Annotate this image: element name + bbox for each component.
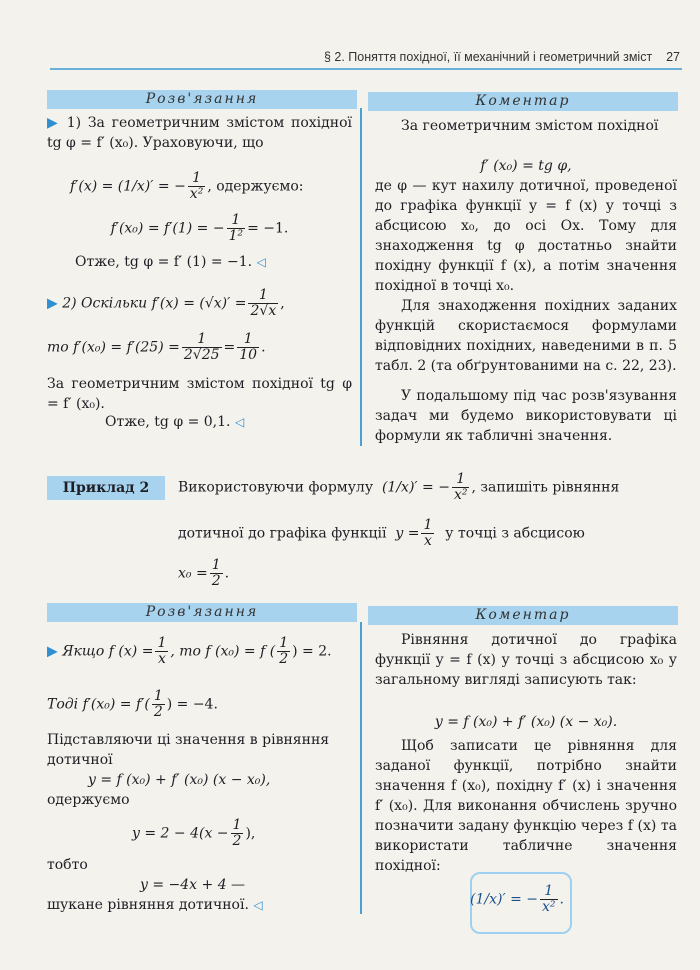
table-derivative-formula: (1/x)′ = − $\frac{1}{\text{x²}}$ . [470,883,564,915]
solution2-function-value: ▶ Якщо f (x) = $\frac{1}{x}$ , то f (x₀) = f ( $\frac{1}{2}$ ) = 2. [47,635,332,667]
page-number: 27 [666,50,680,64]
header-title: § 2. Поняття похідної, її механічний і геометричний зміст [323,50,653,64]
comment1-formulas-note: Для знаходження похідних заданих функцій скористаємося формулами відповідних похідних, наведеними в п. 5 табл. 2 (та обґрунтованими на с. 22, 23). [375,298,677,374]
example2-line1: Використовуючи формулу (1/x)′ = − $\frac{1}{\text{x²}}$ , запишіть рівняння [178,471,620,503]
solution1-part2-geometric: За геометричним змістом похідної tg φ = f′ (x₀). [47,376,352,412]
comment2-explanation: Щоб записати це рівняння для заданої функції, потрібно знайти значення f (x₀), похідну f′ (x) і значення f′ (x₀). Для виконання обчислень зручно позначити задану функцію через f (x) та використати табличне значення похідної: [375,738,677,874]
end-of-solution-icon: ◁ [253,898,263,912]
solution2-equation: y = 2 − 4(x − $\frac{1}{2}$ ), [132,817,256,849]
play-marker-icon: ▶ [47,115,61,131]
header-rule [50,68,682,70]
comment1-explanation: де φ — кут нахилу дотичної, проведеної до графіка функції y = f (x) у точці з абсцисою x₀, до осі Ox. Тому для знаходження tg φ достатньо знайти похідну функції f (x), а потім значення похідної в точці x₀. [375,178,677,294]
example-label: Приклад 2 [47,476,165,500]
solution2-substitution: Підставляючи ці значення в рівняння дотичної [47,732,330,768]
solution1-part2-value: то f′(x₀) = f′(25) = $\frac{1}{2√25}$ = $\frac{1}{10}$ . [47,331,266,363]
solution1-derivative-formula: f′(x) = (1/x)′ = − $\frac{1}{\text{x²}}$ , одержуємо: [70,170,304,202]
comment-band-1: Коментар [368,92,678,111]
running-header [300,50,680,64]
solution2-derivative-value: Тоді f′(x₀) = f′( $\frac{1}{2}$ ) = −4. [47,688,218,720]
end-of-solution-icon: ◁ [256,255,266,269]
play-marker-icon: ▶ [47,643,58,660]
comment2-formula: y = f (x₀) + f′ (x₀) (x − x₀). [434,714,618,730]
column-divider-2 [360,622,362,914]
solution1-part2-answer: Отже, tg φ = 0,1. ◁ [105,414,245,430]
play-marker-icon: ▶ [47,295,58,312]
comment1-intro: За геометричним змістом похідної [401,118,659,134]
example2-line2: дотичної до графіка функції y = $\frac{1}{x}$ у точці з абсцисою [178,517,585,549]
solution2-that-is: тобто [47,857,88,873]
solution1-part1-intro: ▶ 1) За геометричним змістом похідної tg φ = f′ (x₀). Ураховуючи, що [47,115,352,151]
example2-line3: x₀ = $\frac{1}{2}$ . [178,557,230,589]
solution2-result: y = −4x + 4 — [140,877,246,893]
solution2-tangent-formula: y = f (x₀) + f′ (x₀) (x − x₀), [88,772,271,788]
comment1-formula: f′ (x₀) = tg φ, [480,158,572,174]
comment-band-2: Коментар [368,606,678,625]
solution2-obtain: одержуємо [47,792,130,808]
solution1-part2-intro: ▶ 2) Оскільки f′(x) = (√x)′ = $\frac{1}{2√x}$ , [47,287,285,319]
solution-band-1: Розв'язання [47,90,357,109]
comment1-table-note: У подальшому під час розв'язування задач ми будемо використовувати ці формули як табличні значення. [375,388,677,444]
comment2-intro: Рівняння дотичної до графіка функції y = f (x) у точці з абсцисою x₀ у загальному вигляді записують так: [375,632,677,688]
solution2-conclusion: шукане рівняння дотичної. ◁ [47,897,263,913]
solution1-value-formula: f′(x₀) = f′(1) = − $\frac{1}{\text{1²}}$ = −1. [110,212,289,244]
end-of-solution-icon: ◁ [234,415,245,429]
solution-band-2: Розв'язання [47,603,357,622]
solution1-part1-answer: Отже, tg φ = f′ (1) = −1. ◁ [75,254,266,270]
column-divider-1 [360,108,362,446]
